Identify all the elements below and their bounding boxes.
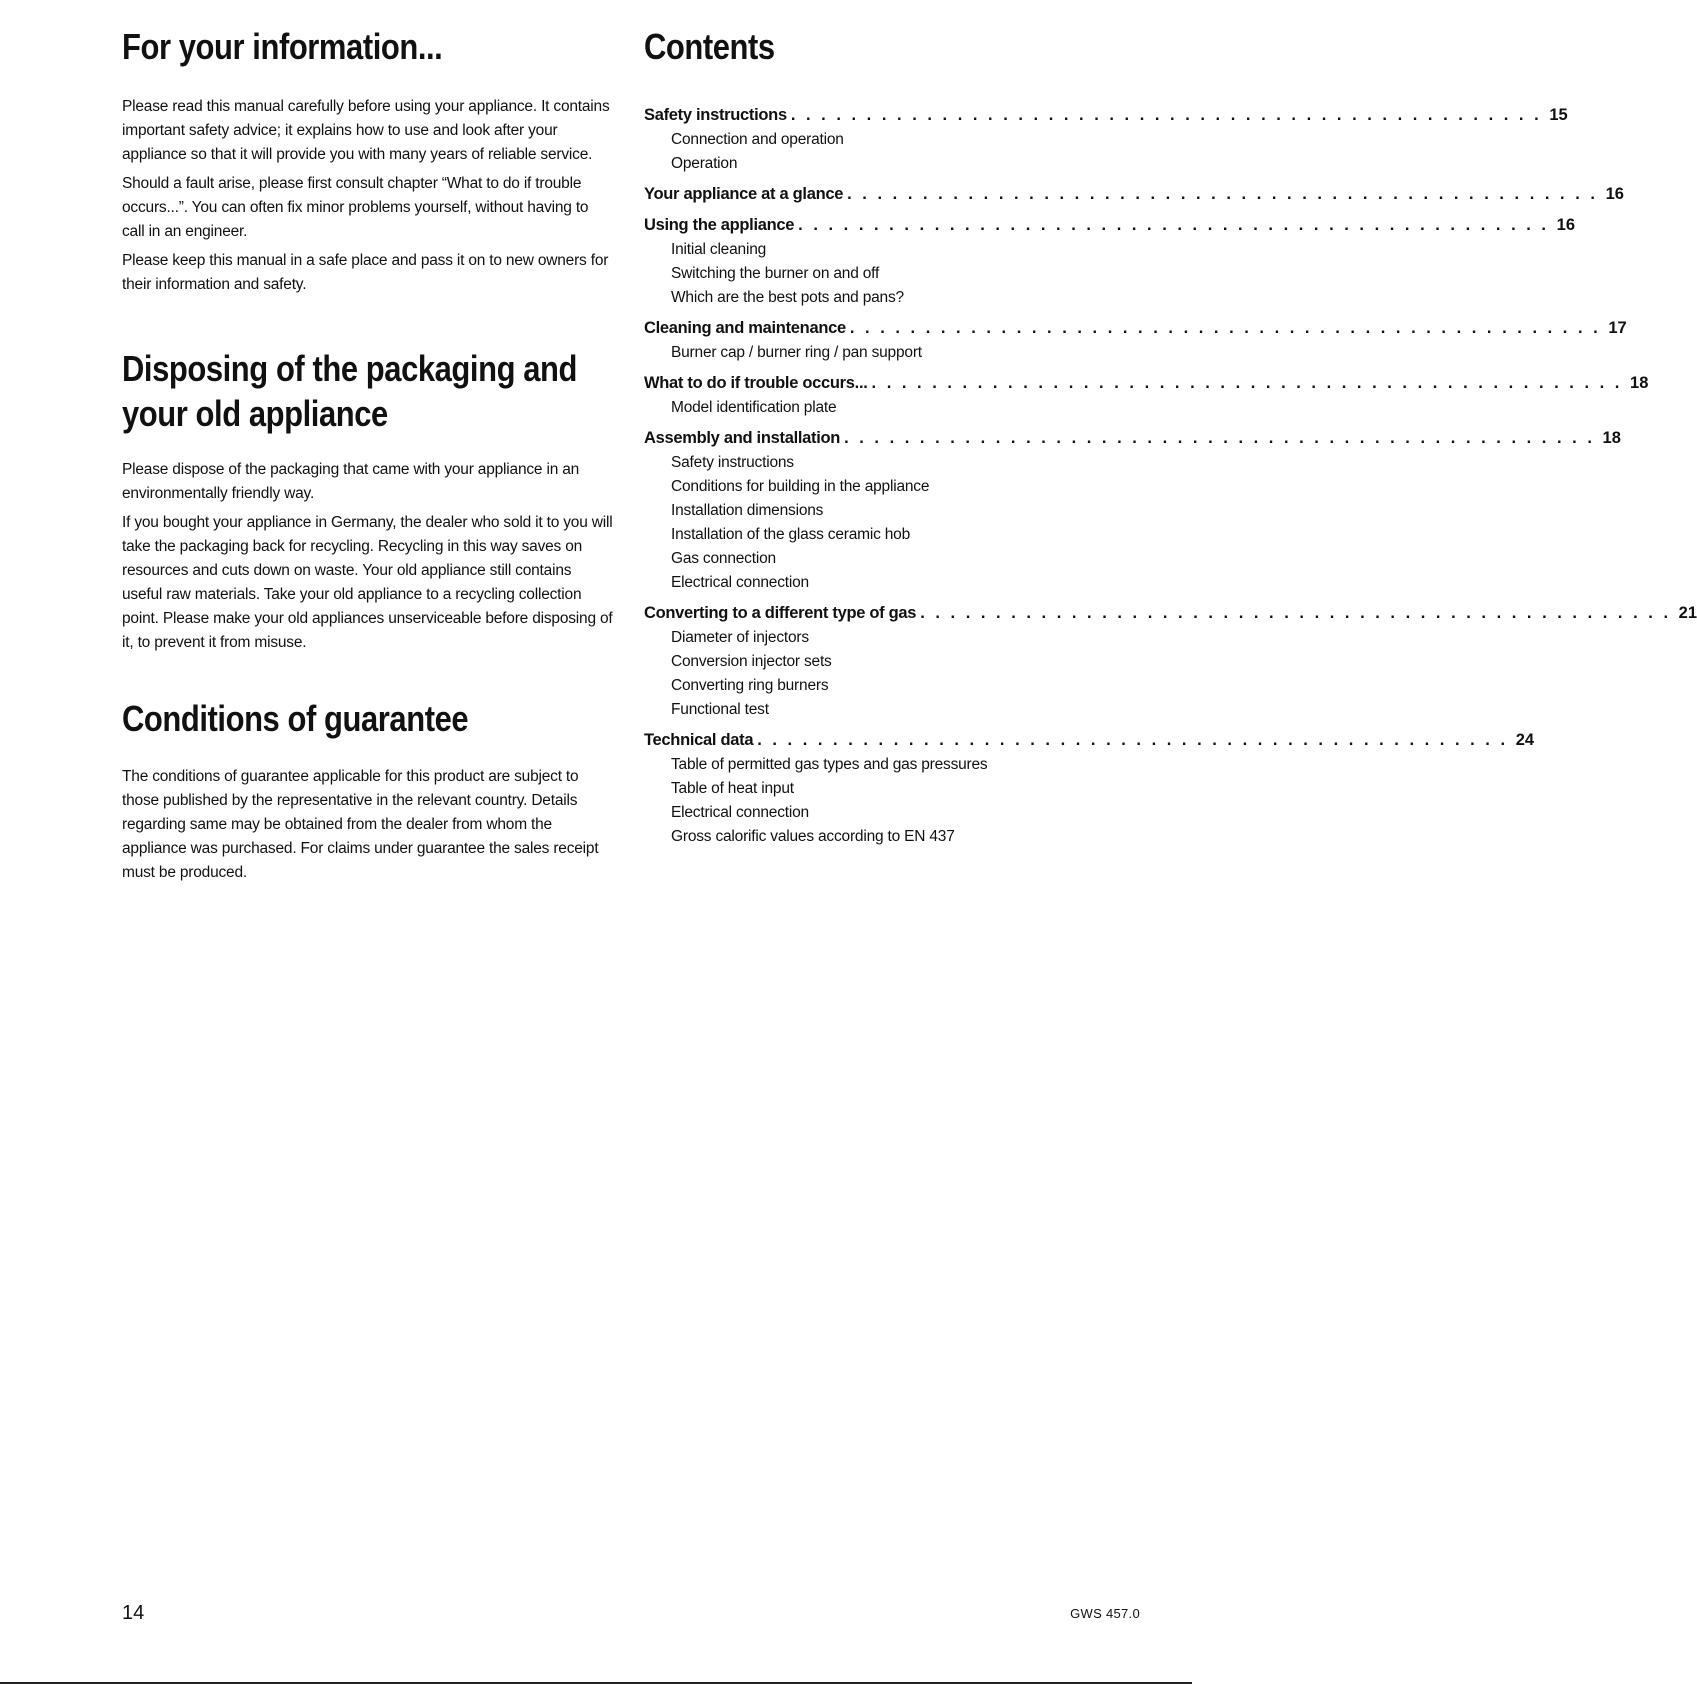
toc-subentry: Installation dimensions: [671, 502, 824, 519]
toc-page-number: 18: [1630, 374, 1649, 392]
toc-section: [644, 103, 1568, 176]
toc-page-number: 16: [1605, 185, 1624, 203]
toc-section: [644, 601, 1697, 722]
disposing-heading-line-2: your old appliance: [122, 393, 388, 434]
toc-page-number: 15: [1549, 106, 1568, 124]
contents-heading: Contents: [644, 26, 775, 67]
disposing-paragraph-2: If you bought your appliance in Germany, the dealer who sold it to you will take the packaging back for recycling. Recycling in this way saves on resources and cuts down on waste. Your old appliance still contains useful raw materials. Take your old appliance to a recycling collection point. Please make your old appliances unserviceable before disposing of it, to prevent it from misuse.: [122, 514, 613, 651]
toc-leader-dots: . . . . . . . . . . . . . . . . . . . . . . . . . . . . . . . . . . . . . . . . . . . . . . . . . .: [790, 106, 1542, 124]
toc-section: [644, 371, 1649, 420]
contents-column: [644, 24, 1697, 855]
info-paragraph-2: Should a fault arise, please first consult chapter “What to do if trouble occurs...”. You can often fix minor problems yourself, without having to call in an engineer.: [122, 175, 589, 240]
toc-entry-title: Using the appliance: [644, 216, 795, 234]
toc-subentry: Installation of the glass ceramic hob: [671, 526, 911, 543]
toc-leader-dots: . . . . . . . . . . . . . . . . . . . . . . . . . . . . . . . . . . . . . . . . . . . . . . . . . .: [844, 429, 1595, 447]
toc-subentry: Operation: [671, 155, 738, 172]
info-paragraph-1: Please read this manual carefully before using your appliance. It contains important safety advice; it explains how to use and look after your appliance so that it will provide you with many years of reliable service.: [122, 98, 610, 163]
toc-subentry: Converting ring burners: [671, 677, 829, 694]
toc-subentry: Connection and operation: [671, 131, 844, 148]
toc-subentry: Which are the best pots and pans?: [671, 289, 904, 306]
disposing-paragraph-1: Please dispose of the packaging that came with your appliance in an environmentally friendly way.: [122, 461, 580, 502]
toc-subentry: Initial cleaning: [671, 241, 767, 258]
toc-entry[interactable]: [644, 371, 1649, 396]
toc-leader-dots: . . . . . . . . . . . . . . . . . . . . . . . . . . . . . . . . . . . . . . . . . . . . . . . . . .: [920, 604, 1672, 622]
table-of-contents: [644, 103, 1697, 849]
toc-section: [644, 316, 1627, 365]
toc-subentry: Electrical connection: [671, 804, 809, 821]
bottom-rule: [0, 1682, 1192, 1684]
toc-entry[interactable]: [644, 601, 1697, 626]
toc-page-number: 21: [1678, 604, 1697, 622]
left-column: [122, 24, 614, 890]
guarantee-heading: Conditions of guarantee: [122, 698, 469, 739]
toc-entry[interactable]: [644, 182, 1624, 207]
toc-entry-title: Technical data: [644, 731, 754, 749]
toc-subentry: Burner cap / burner ring / pan support: [671, 344, 922, 361]
toc-subentry: Safety instructions: [671, 454, 794, 471]
toc-leader-dots: . . . . . . . . . . . . . . . . . . . . . . . . . . . . . . . . . . . . . . . . . . . . . . . . . .: [847, 185, 1598, 203]
toc-entry[interactable]: [644, 213, 1576, 238]
toc-entry-title: Converting to a different type of gas: [644, 604, 917, 622]
toc-subentry: Gross calorific values according to EN 437: [671, 828, 955, 845]
toc-page-number: 24: [1515, 731, 1535, 749]
toc-leader-dots: . . . . . . . . . . . . . . . . . . . . . . . . . . . . . . . . . . . . . . . . . . . . . . . . . .: [871, 374, 1623, 392]
toc-entry[interactable]: [644, 728, 1535, 753]
toc-entry-title: Cleaning and maintenance: [644, 319, 846, 337]
toc-subentry: Model identification plate: [671, 399, 837, 416]
toc-entry-title: Safety instructions: [644, 106, 787, 124]
toc-subentry: Electrical connection: [671, 574, 809, 591]
toc-page-number: 18: [1602, 429, 1621, 447]
toc-section: [644, 182, 1624, 207]
toc-subentry: Conditions for building in the appliance: [671, 478, 930, 495]
toc-entry-title: Assembly and installation: [644, 429, 841, 447]
info-heading: For your information...: [122, 26, 443, 67]
info-paragraph-3: Please keep this manual in a safe place and pass it on to new owners for their information and safety.: [122, 252, 609, 293]
toc-subentry: Table of permitted gas types and gas pressures: [671, 756, 988, 773]
toc-leader-dots: . . . . . . . . . . . . . . . . . . . . . . . . . . . . . . . . . . . . . . . . . . . . . . . . . .: [757, 731, 1509, 749]
toc-subentry: Diameter of injectors: [671, 629, 809, 646]
toc-entry[interactable]: [644, 426, 1621, 451]
model-code: GWS 457.0: [1070, 1606, 1140, 1621]
toc-page-number: 16: [1556, 216, 1576, 234]
toc-entry-title: What to do if trouble occurs...: [644, 374, 868, 392]
page-number: 14: [122, 1602, 145, 1624]
toc-section: [644, 426, 1621, 595]
toc-subentry: Gas connection: [671, 550, 776, 567]
toc-entry-title: Your appliance at a glance: [644, 185, 844, 203]
toc-subentry: Switching the burner on and off: [671, 265, 880, 282]
toc-entry[interactable]: [644, 103, 1568, 128]
toc-page-number: 17: [1608, 319, 1627, 337]
toc-leader-dots: . . . . . . . . . . . . . . . . . . . . . . . . . . . . . . . . . . . . . . . . . . . . . . . . . .: [849, 319, 1601, 337]
toc-entry[interactable]: [644, 316, 1627, 341]
guarantee-paragraph: The conditions of guarantee applicable for this product are subject to those published by the representative in the relevant country. Details regarding same may be obtained from the dealer from whom the appliance was purchased. For claims under guarantee the sales receipt must be produced.: [122, 768, 599, 881]
toc-leader-dots: . . . . . . . . . . . . . . . . . . . . . . . . . . . . . . . . . . . . . . . . . . . . . . . . . .: [798, 216, 1550, 234]
toc-section: [644, 213, 1576, 310]
toc-section: [644, 728, 1535, 849]
toc-subentry: Table of heat input: [671, 780, 794, 797]
disposing-heading-line-1: Disposing of the packaging and: [122, 348, 577, 389]
toc-subentry: Functional test: [671, 701, 769, 718]
toc-subentry: Conversion injector sets: [671, 653, 832, 670]
